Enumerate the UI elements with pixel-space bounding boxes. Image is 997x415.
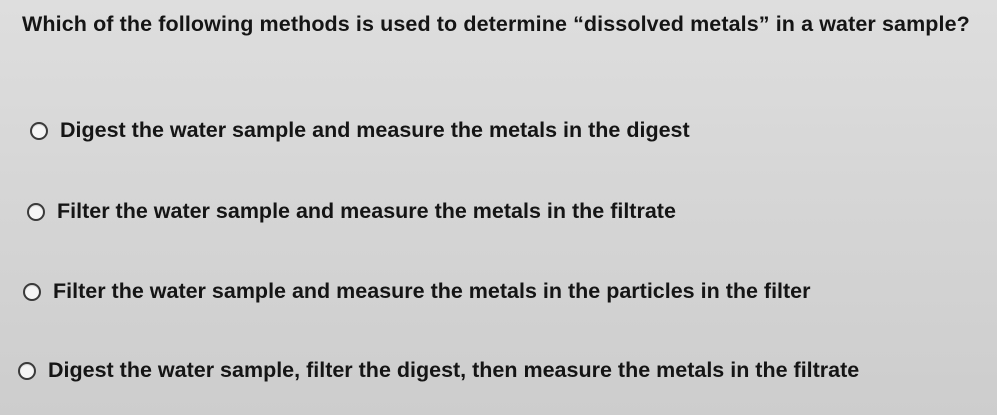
radio-button-icon[interactable]	[27, 203, 45, 221]
answer-option-4[interactable]	[18, 358, 859, 383]
radio-button-icon[interactable]	[23, 283, 41, 301]
answer-option-label: Digest the water sample, filter the digest, then measure the metals in the filtrate	[48, 358, 860, 382]
answer-option-1[interactable]	[30, 118, 690, 143]
answer-option-3[interactable]	[23, 279, 811, 304]
answer-option-label: Filter the water sample and measure the metals in the particles in the filter	[53, 279, 811, 303]
radio-button-icon[interactable]	[30, 122, 48, 140]
answer-option-label: Digest the water sample and measure the metals in the digest	[60, 118, 690, 142]
question-text: Which of the following methods is used to determine “dissolved metals” in a water sample?	[22, 12, 970, 36]
answer-option-2[interactable]	[27, 199, 676, 224]
answer-option-label: Filter the water sample and measure the metals in the filtrate	[57, 199, 676, 223]
radio-button-icon[interactable]	[18, 362, 36, 380]
